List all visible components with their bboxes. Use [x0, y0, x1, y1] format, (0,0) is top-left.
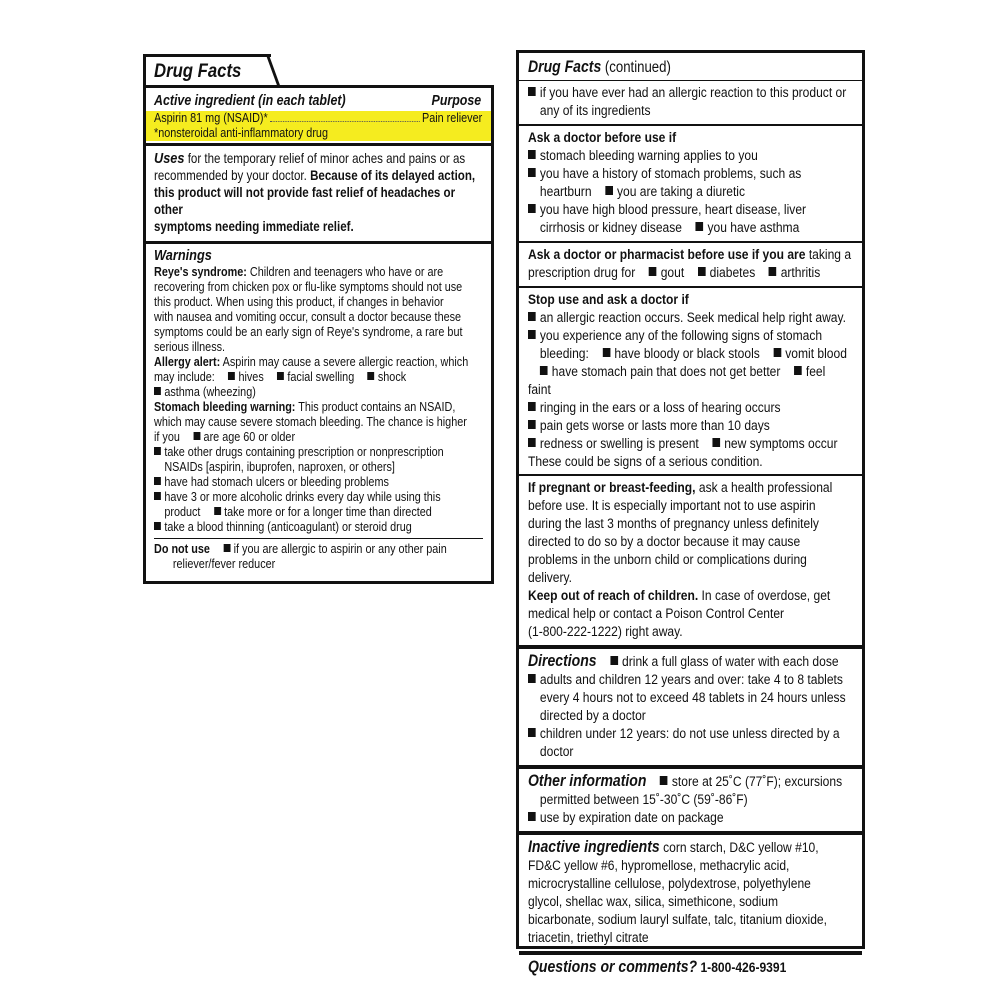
directions-item: directed by a doctor — [539, 708, 646, 724]
uses-line2: recommended by your doctor. — [154, 168, 307, 183]
directions-item: drink a full glass of water with each dose — [622, 654, 839, 670]
bullet-icon — [223, 544, 230, 552]
allergy-label: Allergy alert: — [154, 355, 221, 369]
other-info-l2: permitted between 15˚-30˚C (59˚-86˚F) — [539, 792, 748, 808]
reye-label: Reye's syndrome: — [154, 265, 247, 279]
stomach-item: product — [164, 505, 201, 519]
stomach-item: take more or for a longer time than directed — [224, 505, 432, 519]
stomach-label: Stomach bleeding warning: — [154, 400, 296, 414]
ask-pharmacist-item: diabetes — [709, 265, 756, 281]
uses-bold3: this product will not provide fast relief of headaches or other — [154, 185, 456, 217]
ask-doctor-item: you have a history of stomach problems, such as — [539, 166, 802, 182]
directions-item: every 4 hours not to exceed 48 tablets in 24 hours unless — [539, 690, 846, 706]
bullet-icon — [277, 372, 284, 380]
pregnant-l4: directed to do so by a doctor because it may cause — [528, 534, 801, 550]
stop-item: redness or swelling is present — [539, 436, 699, 452]
bullet-icon — [794, 366, 802, 375]
stop-item: vomit blood — [785, 346, 847, 362]
questions-phone: 1-800-426-9391 — [700, 960, 787, 976]
other-info-l1: store at 25˚C (77˚F); excursions — [671, 774, 843, 790]
bullet-icon — [193, 432, 200, 440]
allergy-item: facial swelling — [287, 370, 355, 384]
bullet-icon — [528, 204, 536, 213]
bullet-icon — [649, 267, 657, 276]
stop-item: bleeding: — [539, 346, 589, 362]
directions-item: doctor — [539, 744, 574, 760]
bullet-icon — [528, 330, 536, 339]
questions-label: Questions or comments? — [528, 958, 698, 976]
stop-item: have stomach pain that does not get better — [551, 364, 781, 380]
inactive-l4: glycol, shellac wax, silica, simethicone, sodium — [528, 894, 779, 910]
warnings-heading: Warnings — [154, 247, 212, 264]
children-l1: In case of overdose, get — [701, 588, 831, 604]
inactive-heading: Inactive ingredients — [528, 838, 660, 856]
bullet-icon — [528, 150, 536, 159]
cont-l1: if you have ever had an allergic reaction to this product or — [539, 85, 847, 101]
pregnant-l2: before use. It is especially important not to use aspirin — [528, 498, 816, 514]
uses-bold2: Because of its delayed action, — [310, 168, 476, 183]
ask-pharmacist-l2: prescription drug for — [528, 265, 636, 281]
reye-l2: recovering from chicken pox or flu-like symptoms should not use — [154, 280, 463, 294]
active-highlight — [146, 111, 491, 141]
stomach-item: NSAIDs [aspirin, ibuprofen, naproxen, or others] — [164, 460, 395, 474]
children-label: Keep out of reach of children. — [528, 588, 699, 604]
reye-l5: symptoms could be an early sign of Reye's syndrome, a rare but — [154, 325, 463, 339]
pregnant-label: If pregnant or breast-feeding, — [528, 480, 696, 496]
ask-pharmacist-l1: taking a — [808, 247, 852, 263]
bullet-icon — [696, 222, 704, 231]
bullet-icon — [769, 267, 777, 276]
bullet-icon — [154, 522, 161, 530]
ask-doctor-heading: Ask a doctor before use if — [528, 130, 677, 146]
bullet-icon — [528, 728, 536, 737]
other-info-l3: use by expiration date on package — [539, 810, 724, 826]
ask-doctor-item: you have high blood pressure, heart disease, liver — [539, 202, 807, 218]
bullet-icon — [773, 348, 781, 357]
reye-l1: Children and teenagers who have or are — [249, 265, 444, 279]
bullet-icon — [154, 387, 161, 395]
reye-l3: this product. When using this product, if changes in behavior — [154, 295, 444, 309]
directions-item: children under 12 years: do not use unless directed by a — [539, 726, 840, 742]
directions-item: adults and children 12 years and over: take 4 to 8 tablets — [539, 672, 843, 688]
bullet-icon — [228, 372, 235, 380]
stomach-item: take a blood thinning (anticoagulant) or steroid drug — [164, 520, 412, 534]
bullet-icon — [712, 438, 720, 447]
stop-item: an allergic reaction occurs. Seek medical help right away. — [539, 310, 847, 326]
bullet-icon — [214, 507, 221, 515]
drug-facts-left-panel — [143, 54, 494, 584]
stop-item: ringing in the ears or a loss of hearing occurs — [539, 400, 781, 416]
inactive-l3: microcrystalline cellulose, polydextrose, polyethylene — [528, 876, 811, 892]
bullet-icon — [605, 186, 613, 195]
stomach-l1: This product contains an NSAID, — [298, 400, 456, 414]
nsaid-footnote: *nonsteroidal anti-inflammatory drug — [154, 126, 328, 140]
ask-pharmacist-item: gout — [660, 265, 685, 281]
purpose-heading: Purpose — [431, 93, 482, 109]
bullet-icon — [528, 812, 536, 821]
bullet-icon — [154, 447, 161, 455]
bullet-icon — [540, 366, 548, 375]
bullet-icon — [528, 87, 536, 96]
stomach-item: are age 60 or older — [203, 430, 296, 444]
allergy-l2: may include: — [154, 370, 215, 384]
bullet-icon — [528, 312, 536, 321]
uses-bold4: symptoms needing immediate relief. — [154, 219, 354, 234]
ask-doctor-item: stomach bleeding warning applies to you — [539, 148, 758, 164]
uses-heading: Uses — [154, 150, 185, 167]
purpose-value: Pain reliever — [421, 111, 483, 125]
do-not-use-l2: reliever/fever reducer — [172, 557, 276, 571]
do-not-use-label: Do not use — [154, 542, 210, 556]
stomach-l2: which may cause severe stomach bleeding. The chance is higher — [154, 415, 467, 429]
stop-use-heading: Stop use and ask a doctor if — [528, 292, 689, 308]
bullet-icon — [528, 402, 536, 411]
drug-facts-title-tab — [143, 54, 271, 88]
inactive-l5: bicarbonate, sodium lauryl sulfate, talc, titanium dioxide, — [528, 912, 827, 928]
reye-l6: serious illness. — [154, 340, 226, 354]
bullet-icon — [610, 656, 618, 665]
active-ingredient-heading: Active ingredient (in each tablet) — [154, 93, 346, 109]
stop-item: new symptoms occur — [724, 436, 838, 452]
stop-item: have bloody or black stools — [614, 346, 760, 362]
bullet-icon — [660, 776, 668, 785]
dot-leader — [270, 111, 419, 122]
stop-item: feel faint — [528, 364, 826, 398]
ask-doctor-item: you are taking a diuretic — [616, 184, 746, 200]
ask-pharmacist-item: arthritis — [780, 265, 821, 281]
stomach-l3: if you — [154, 430, 180, 444]
inactive-l2: FD&C yellow #6, hypromellose, methacrylic acid, — [528, 858, 790, 874]
cont-l2: any of its ingredients — [539, 103, 651, 119]
right-title-cont: (continued) — [604, 59, 671, 76]
pregnant-l6: delivery. — [528, 570, 573, 586]
reye-l4: with nausea and vomiting occur, consult a doctor because these — [154, 310, 462, 324]
left-body — [143, 85, 494, 584]
stomach-item: have 3 or more alcoholic drinks every day while using this — [164, 490, 441, 504]
ask-doctor-item: you have asthma — [707, 220, 800, 236]
allergy-l1: Aspirin may cause a severe allergic reaction, which — [222, 355, 469, 369]
directions-heading: Directions — [528, 652, 597, 670]
stop-closing: These could be signs of a serious condition. — [528, 454, 763, 470]
inactive-l1: corn starch, D&C yellow #10, — [663, 840, 819, 856]
bullet-icon — [698, 267, 706, 276]
uses-line1: for the temporary relief of minor aches and pains or as — [187, 151, 466, 166]
bullet-icon — [528, 674, 536, 683]
ask-pharmacist-heading: Ask a doctor or pharmacist before use if you are — [528, 247, 806, 263]
active-ingredient: Aspirin 81 mg (NSAID)* — [154, 111, 268, 125]
drug-facts-title: Drug Facts — [154, 61, 242, 82]
stomach-item: have had stomach ulcers or bleeding problems — [164, 475, 389, 489]
bullet-icon — [154, 477, 161, 485]
bullet-icon — [528, 168, 536, 177]
children-l2: medical help or contact a Poison Control Center — [528, 606, 785, 622]
drug-facts-right-panel — [516, 50, 865, 976]
bullet-icon — [154, 492, 161, 500]
pregnant-l1: ask a health professional — [698, 480, 833, 496]
bullet-icon — [602, 348, 610, 357]
stop-item: you experience any of the following signs of stomach — [539, 328, 823, 344]
ask-doctor-item: heartburn — [539, 184, 592, 200]
stomach-item: take other drugs containing prescription or nonprescription — [164, 445, 444, 459]
pregnant-l5: problems in the unborn child or complications during — [528, 552, 807, 568]
bullet-icon — [368, 372, 375, 380]
do-not-use-l1: if you are allergic to aspirin or any other pain — [233, 542, 447, 556]
allergy-item: shock — [377, 370, 407, 384]
stop-item: pain gets worse or lasts more than 10 days — [539, 418, 770, 434]
pregnant-l3: during the last 3 months of pregnancy unless definitely — [528, 516, 819, 532]
right-title: Drug Facts — [528, 58, 602, 76]
other-info-heading: Other information — [528, 772, 647, 790]
children-l3: (1-800-222-1222) right away. — [528, 624, 683, 640]
allergy-item: asthma (wheezing) — [164, 385, 256, 399]
inactive-l6: triacetin, triethyl citrate — [528, 930, 649, 946]
allergy-item: hives — [238, 370, 264, 384]
bullet-icon — [528, 420, 536, 429]
ask-doctor-item: cirrhosis or kidney disease — [539, 220, 682, 236]
bullet-icon — [528, 438, 536, 447]
